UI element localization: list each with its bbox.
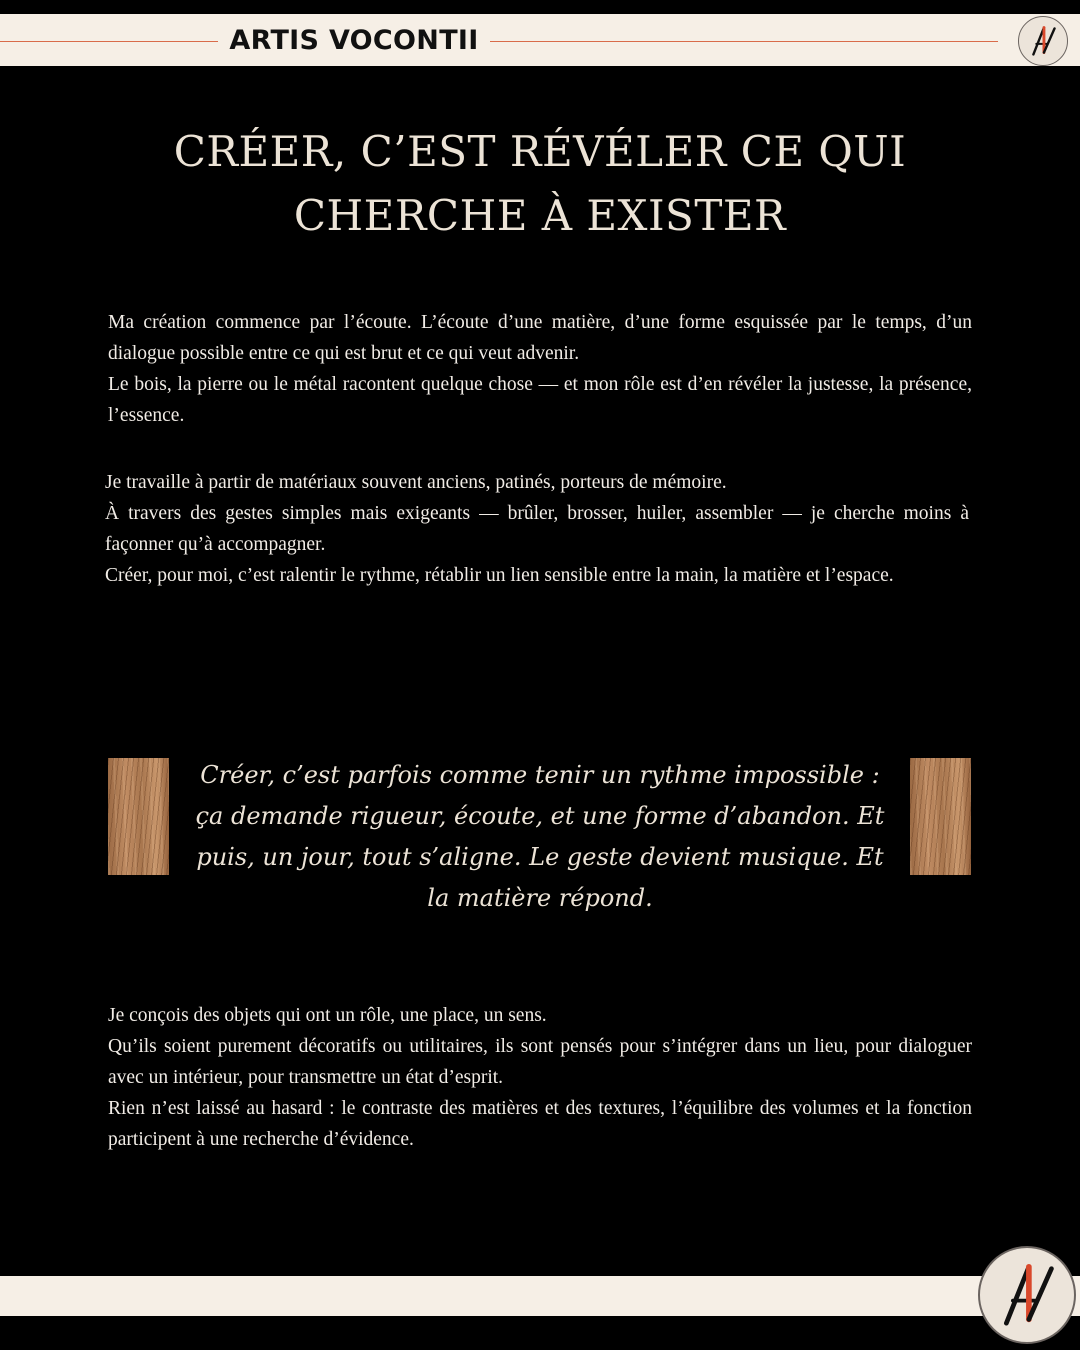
intro-paragraph: Le bois, la pierre ou le métal racontent quelque chose — et mon rôle est d’en révéler la justesse, la présence, l’essence. xyxy=(108,374,972,426)
page-title xyxy=(140,120,940,248)
header-band xyxy=(0,14,1080,66)
footer-band xyxy=(0,1276,1080,1316)
brand-logo-icon xyxy=(1018,16,1068,66)
materials-text xyxy=(105,467,969,591)
materials-paragraph: Je travaille à partir de matériaux souvent anciens, patinés, porteurs de mémoire. xyxy=(105,472,727,493)
objects-text xyxy=(108,1000,972,1155)
page-title-line-1: CRÉER, C’EST RÉVÉLER CE QUI xyxy=(173,127,907,176)
materials-paragraph: Créer, pour moi, c’est ralentir le rythme, rétablir un lien sensible entre la main, la matière et l’espace. xyxy=(105,565,894,586)
wood-texture-left xyxy=(108,758,169,875)
header-rule-right xyxy=(490,41,998,42)
objects-paragraph: Qu’ils soient purement décoratifs ou utilitaires, ils sont pensés pour s’intégrer dans un lieu, pour dialoguer avec un intérieur, pour transmettre un état d’esprit. xyxy=(108,1036,972,1088)
intro-paragraph: Ma création commence par l’écoute. L’écoute d’une matière, d’une forme esquissée par le temps, d’un dialogue possible entre ce qui est brut et ce qui veut advenir. xyxy=(108,312,972,364)
wood-texture-right xyxy=(910,758,971,875)
brand-name: ARTIS VOCONTII xyxy=(229,25,479,56)
objects-paragraph: Je conçois des objets qui ont un rôle, une place, un sens. xyxy=(108,1005,547,1026)
intro-text xyxy=(108,307,972,431)
pull-quote: Créer, c’est parfois comme tenir un rythme impossible : ça demande rigueur, écoute, et une forme d’abandon. Et puis, un jour, tout s’aligne. Le geste devient musique. Et la matière répond. xyxy=(195,761,885,912)
header-rule-left xyxy=(0,41,218,42)
materials-paragraph: À travers des gestes simples mais exigeants — brûler, brosser, huiler, assembler — je cherche moins à façonner qu’à accompagner. xyxy=(105,503,969,555)
footer-logo-icon xyxy=(978,1246,1076,1344)
page-title-line-2: CHERCHE À EXISTER xyxy=(293,191,787,240)
objects-paragraph: Rien n’est laissé au hasard : le contraste des matières et des textures, l’équilibre des volumes et la fonction participent à une recherche d’évidence. xyxy=(108,1098,972,1150)
